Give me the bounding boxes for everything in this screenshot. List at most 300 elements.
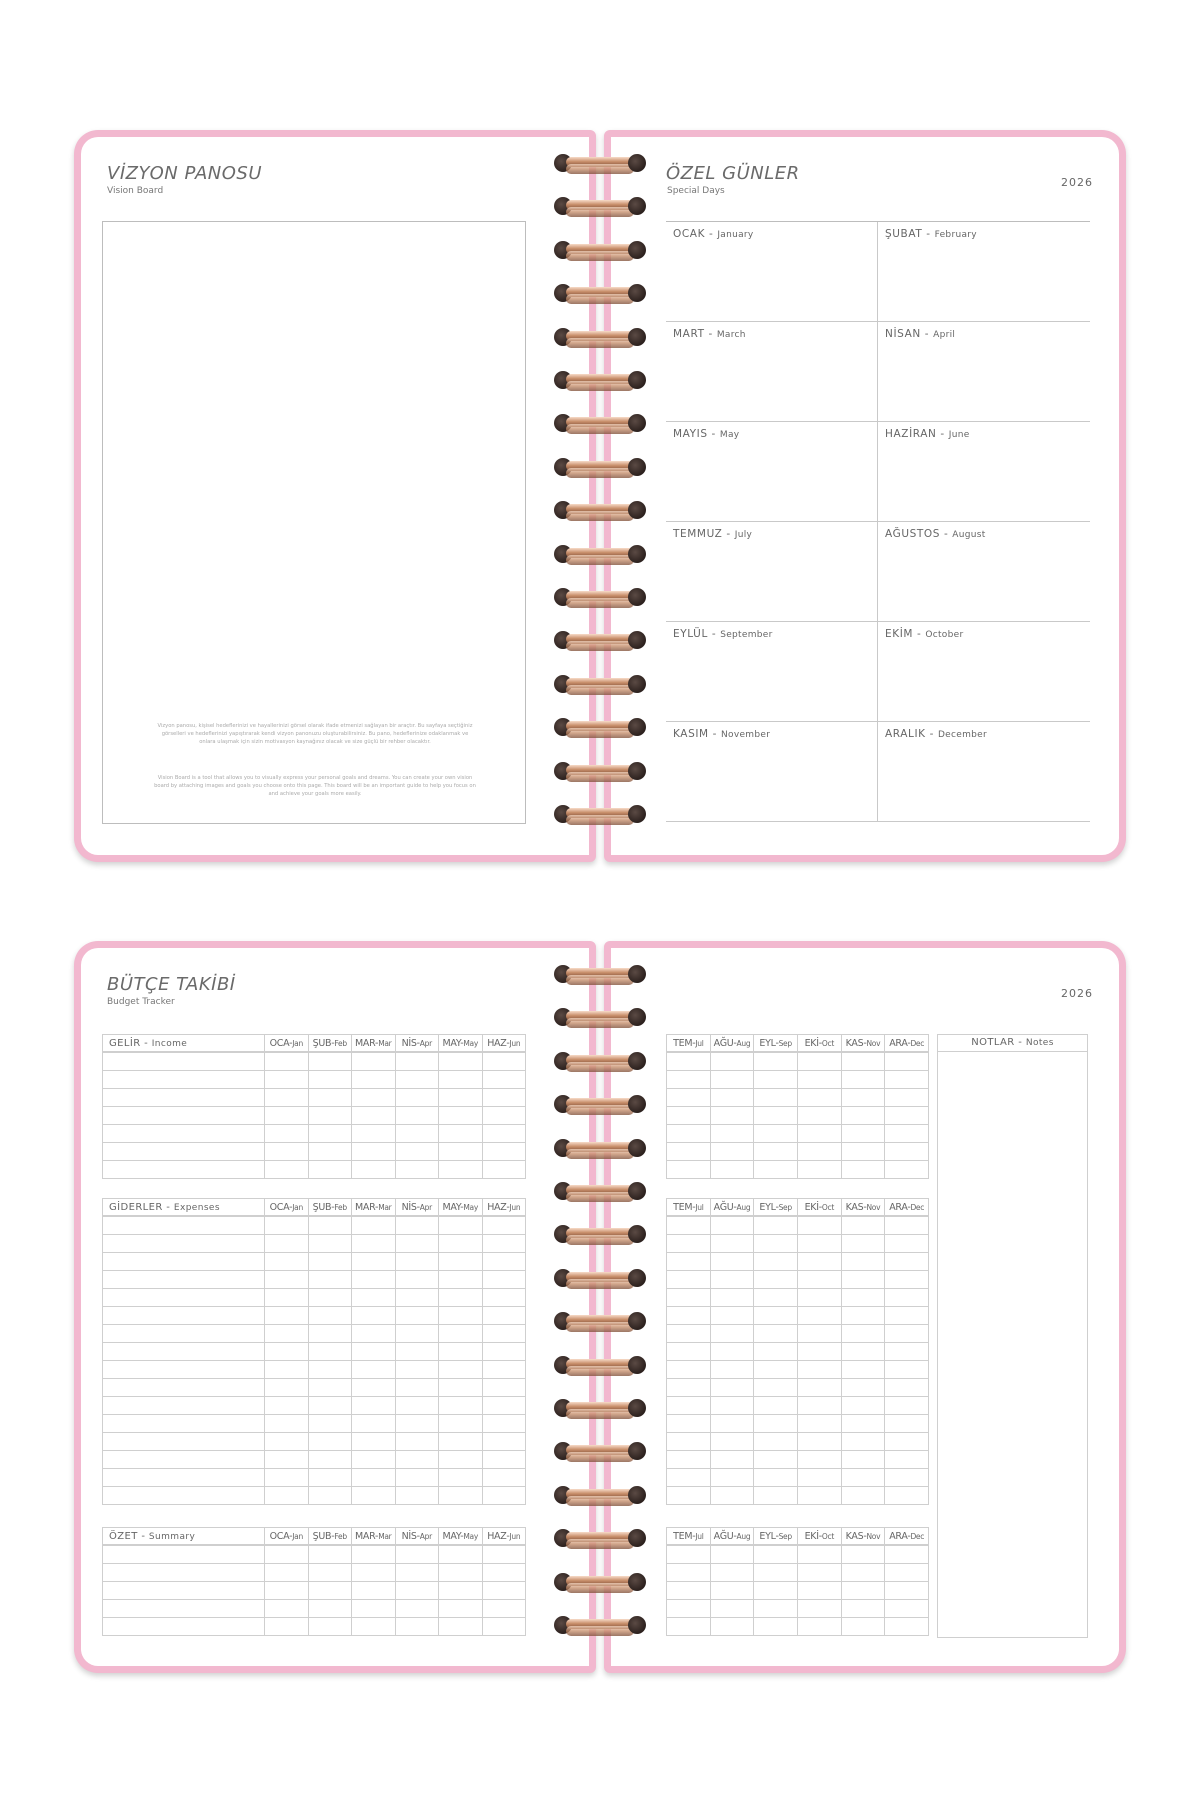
entry-cell[interactable] xyxy=(841,1289,885,1307)
entry-cell[interactable] xyxy=(797,1469,841,1487)
entry-cell[interactable] xyxy=(667,1289,711,1307)
entry-cell[interactable] xyxy=(265,1487,309,1505)
entry-cell[interactable] xyxy=(710,1546,754,1564)
entry-cell[interactable] xyxy=(352,1289,396,1307)
entry-cell[interactable] xyxy=(439,1487,483,1505)
entry-cell[interactable] xyxy=(754,1433,798,1451)
entry-cell[interactable] xyxy=(754,1143,798,1161)
entry-cell[interactable] xyxy=(667,1433,711,1451)
entry-cell[interactable] xyxy=(103,1618,265,1636)
entry-cell[interactable] xyxy=(308,1600,352,1618)
entry-cell[interactable] xyxy=(710,1143,754,1161)
entry-cell[interactable] xyxy=(439,1379,483,1397)
entry-cell[interactable] xyxy=(885,1325,929,1343)
entry-cell[interactable] xyxy=(439,1053,483,1071)
entry-cell[interactable] xyxy=(103,1161,265,1179)
entry-cell[interactable] xyxy=(841,1564,885,1582)
entry-cell[interactable] xyxy=(352,1161,396,1179)
entry-cell[interactable] xyxy=(885,1546,929,1564)
entry-cell[interactable] xyxy=(439,1071,483,1089)
entry-cell[interactable] xyxy=(103,1053,265,1071)
entry-cell[interactable] xyxy=(103,1071,265,1089)
entry-cell[interactable] xyxy=(103,1107,265,1125)
entry-cell[interactable] xyxy=(395,1271,439,1289)
entry-cell[interactable] xyxy=(754,1071,798,1089)
entry-cell[interactable] xyxy=(439,1125,483,1143)
entry-cell[interactable] xyxy=(265,1253,309,1271)
entry-cell[interactable] xyxy=(103,1451,265,1469)
entry-cell[interactable] xyxy=(103,1600,265,1618)
entry-cell[interactable] xyxy=(841,1451,885,1469)
entry-cell[interactable] xyxy=(439,1143,483,1161)
entry-cell[interactable] xyxy=(667,1379,711,1397)
entry-cell[interactable] xyxy=(885,1415,929,1433)
entry-cell[interactable] xyxy=(841,1053,885,1071)
entry-cell[interactable] xyxy=(482,1307,526,1325)
entry-cell[interactable] xyxy=(482,1089,526,1107)
month-cell-july[interactable]: TEMMUZ - July xyxy=(666,522,878,621)
entry-cell[interactable] xyxy=(265,1143,309,1161)
entry-cell[interactable] xyxy=(754,1235,798,1253)
entry-cell[interactable] xyxy=(841,1469,885,1487)
entry-cell[interactable] xyxy=(308,1469,352,1487)
entry-cell[interactable] xyxy=(754,1415,798,1433)
entry-cell[interactable] xyxy=(754,1307,798,1325)
entry-cell[interactable] xyxy=(841,1071,885,1089)
entry-cell[interactable] xyxy=(841,1343,885,1361)
entry-cell[interactable] xyxy=(841,1217,885,1235)
entry-cell[interactable] xyxy=(667,1415,711,1433)
entry-cell[interactable] xyxy=(395,1289,439,1307)
entry-cell[interactable] xyxy=(439,1600,483,1618)
entry-cell[interactable] xyxy=(103,1143,265,1161)
entry-cell[interactable] xyxy=(754,1397,798,1415)
entry-cell[interactable] xyxy=(754,1217,798,1235)
entry-cell[interactable] xyxy=(885,1361,929,1379)
entry-cell[interactable] xyxy=(885,1071,929,1089)
entry-cell[interactable] xyxy=(308,1415,352,1433)
entry-cell[interactable] xyxy=(395,1487,439,1505)
entry-cell[interactable] xyxy=(797,1600,841,1618)
entry-cell[interactable] xyxy=(395,1451,439,1469)
entry-cell[interactable] xyxy=(395,1307,439,1325)
entry-cell[interactable] xyxy=(265,1325,309,1343)
entry-cell[interactable] xyxy=(885,1343,929,1361)
entry-cell[interactable] xyxy=(710,1415,754,1433)
notes-box[interactable] xyxy=(937,1034,1088,1638)
entry-cell[interactable] xyxy=(265,1379,309,1397)
entry-cell[interactable] xyxy=(482,1564,526,1582)
entry-cell[interactable] xyxy=(439,1217,483,1235)
entry-cell[interactable] xyxy=(667,1546,711,1564)
entry-cell[interactable] xyxy=(265,1415,309,1433)
entry-cell[interactable] xyxy=(308,1361,352,1379)
entry-cell[interactable] xyxy=(754,1253,798,1271)
entry-cell[interactable] xyxy=(797,1325,841,1343)
entry-cell[interactable] xyxy=(841,1307,885,1325)
entry-cell[interactable] xyxy=(841,1325,885,1343)
month-cell-november[interactable]: KASIM - November xyxy=(666,722,878,821)
entry-cell[interactable] xyxy=(352,1546,396,1564)
entry-cell[interactable] xyxy=(482,1582,526,1600)
entry-cell[interactable] xyxy=(754,1361,798,1379)
entry-cell[interactable] xyxy=(797,1433,841,1451)
entry-cell[interactable] xyxy=(395,1107,439,1125)
entry-cell[interactable] xyxy=(439,1397,483,1415)
entry-cell[interactable] xyxy=(439,1161,483,1179)
entry-cell[interactable] xyxy=(797,1343,841,1361)
entry-cell[interactable] xyxy=(667,1143,711,1161)
entry-cell[interactable] xyxy=(710,1161,754,1179)
entry-cell[interactable] xyxy=(797,1089,841,1107)
entry-cell[interactable] xyxy=(710,1451,754,1469)
entry-cell[interactable] xyxy=(308,1433,352,1451)
entry-cell[interactable] xyxy=(885,1089,929,1107)
month-cell-april[interactable]: NİSAN - April xyxy=(885,328,956,340)
entry-cell[interactable] xyxy=(395,1235,439,1253)
entry-cell[interactable] xyxy=(308,1379,352,1397)
entry-cell[interactable] xyxy=(482,1546,526,1564)
entry-cell[interactable] xyxy=(439,1618,483,1636)
month-cell-march[interactable]: MART - March xyxy=(666,322,878,421)
entry-cell[interactable] xyxy=(667,1325,711,1343)
entry-cell[interactable] xyxy=(797,1582,841,1600)
entry-cell[interactable] xyxy=(308,1582,352,1600)
entry-cell[interactable] xyxy=(395,1564,439,1582)
entry-cell[interactable] xyxy=(439,1289,483,1307)
entry-cell[interactable] xyxy=(710,1564,754,1582)
entry-cell[interactable] xyxy=(710,1125,754,1143)
entry-cell[interactable] xyxy=(710,1217,754,1235)
month-cell-august[interactable]: AĞUSTOS - August xyxy=(885,528,986,540)
month-cell-january[interactable]: OCAK - January xyxy=(666,222,878,321)
entry-cell[interactable] xyxy=(308,1618,352,1636)
entry-cell[interactable] xyxy=(395,1546,439,1564)
entry-cell[interactable] xyxy=(667,1307,711,1325)
entry-cell[interactable] xyxy=(754,1289,798,1307)
entry-cell[interactable] xyxy=(482,1379,526,1397)
entry-cell[interactable] xyxy=(103,1564,265,1582)
entry-cell[interactable] xyxy=(308,1343,352,1361)
entry-cell[interactable] xyxy=(710,1600,754,1618)
entry-cell[interactable] xyxy=(352,1217,396,1235)
entry-cell[interactable] xyxy=(885,1307,929,1325)
entry-cell[interactable] xyxy=(482,1217,526,1235)
entry-cell[interactable] xyxy=(308,1289,352,1307)
month-cell-december[interactable]: ARALIK - December xyxy=(885,728,988,740)
entry-cell[interactable] xyxy=(395,1089,439,1107)
entry-cell[interactable] xyxy=(482,1271,526,1289)
entry-cell[interactable] xyxy=(710,1307,754,1325)
entry-cell[interactable] xyxy=(482,1161,526,1179)
entry-cell[interactable] xyxy=(667,1451,711,1469)
entry-cell[interactable] xyxy=(797,1143,841,1161)
entry-cell[interactable] xyxy=(667,1161,711,1179)
entry-cell[interactable] xyxy=(482,1469,526,1487)
entry-cell[interactable] xyxy=(841,1600,885,1618)
entry-cell[interactable] xyxy=(395,1469,439,1487)
entry-cell[interactable] xyxy=(395,1071,439,1089)
entry-cell[interactable] xyxy=(710,1289,754,1307)
entry-cell[interactable] xyxy=(797,1271,841,1289)
entry-cell[interactable] xyxy=(710,1325,754,1343)
entry-cell[interactable] xyxy=(754,1125,798,1143)
entry-cell[interactable] xyxy=(439,1253,483,1271)
entry-cell[interactable] xyxy=(395,1618,439,1636)
entry-cell[interactable] xyxy=(265,1217,309,1235)
entry-cell[interactable] xyxy=(265,1618,309,1636)
entry-cell[interactable] xyxy=(482,1343,526,1361)
entry-cell[interactable] xyxy=(308,1107,352,1125)
entry-cell[interactable] xyxy=(797,1053,841,1071)
entry-cell[interactable] xyxy=(754,1343,798,1361)
entry-cell[interactable] xyxy=(797,1161,841,1179)
entry-cell[interactable] xyxy=(439,1361,483,1379)
entry-cell[interactable] xyxy=(710,1582,754,1600)
entry-cell[interactable] xyxy=(482,1415,526,1433)
entry-cell[interactable] xyxy=(754,1107,798,1125)
entry-cell[interactable] xyxy=(667,1564,711,1582)
entry-cell[interactable] xyxy=(439,1546,483,1564)
entry-cell[interactable] xyxy=(841,1582,885,1600)
month-cell-february[interactable]: ŞUBAT - February xyxy=(885,228,977,240)
entry-cell[interactable] xyxy=(797,1451,841,1469)
entry-cell[interactable] xyxy=(667,1271,711,1289)
entry-cell[interactable] xyxy=(667,1582,711,1600)
entry-cell[interactable] xyxy=(667,1397,711,1415)
entry-cell[interactable] xyxy=(710,1235,754,1253)
entry-cell[interactable] xyxy=(482,1143,526,1161)
entry-cell[interactable] xyxy=(439,1307,483,1325)
vision-board-area[interactable] xyxy=(102,221,526,824)
entry-cell[interactable] xyxy=(797,1397,841,1415)
entry-cell[interactable] xyxy=(797,1379,841,1397)
entry-cell[interactable] xyxy=(482,1071,526,1089)
entry-cell[interactable] xyxy=(841,1161,885,1179)
entry-cell[interactable] xyxy=(885,1271,929,1289)
entry-cell[interactable] xyxy=(710,1487,754,1505)
entry-cell[interactable] xyxy=(352,1325,396,1343)
entry-cell[interactable] xyxy=(482,1361,526,1379)
entry-cell[interactable] xyxy=(439,1564,483,1582)
entry-cell[interactable] xyxy=(439,1433,483,1451)
entry-cell[interactable] xyxy=(667,1600,711,1618)
entry-cell[interactable] xyxy=(352,1053,396,1071)
entry-cell[interactable] xyxy=(308,1307,352,1325)
entry-cell[interactable] xyxy=(352,1253,396,1271)
entry-cell[interactable] xyxy=(710,1618,754,1636)
entry-cell[interactable] xyxy=(439,1325,483,1343)
entry-cell[interactable] xyxy=(841,1361,885,1379)
entry-cell[interactable] xyxy=(308,1217,352,1235)
entry-cell[interactable] xyxy=(439,1107,483,1125)
entry-cell[interactable] xyxy=(395,1600,439,1618)
entry-cell[interactable] xyxy=(103,1397,265,1415)
entry-cell[interactable] xyxy=(667,1053,711,1071)
entry-cell[interactable] xyxy=(103,1361,265,1379)
entry-cell[interactable] xyxy=(308,1546,352,1564)
entry-cell[interactable] xyxy=(710,1107,754,1125)
entry-cell[interactable] xyxy=(797,1125,841,1143)
entry-cell[interactable] xyxy=(439,1582,483,1600)
entry-cell[interactable] xyxy=(482,1107,526,1125)
entry-cell[interactable] xyxy=(265,1271,309,1289)
entry-cell[interactable] xyxy=(797,1217,841,1235)
entry-cell[interactable] xyxy=(841,1253,885,1271)
entry-cell[interactable] xyxy=(710,1361,754,1379)
entry-cell[interactable] xyxy=(885,1487,929,1505)
entry-cell[interactable] xyxy=(439,1343,483,1361)
entry-cell[interactable] xyxy=(797,1618,841,1636)
entry-cell[interactable] xyxy=(352,1235,396,1253)
entry-cell[interactable] xyxy=(667,1343,711,1361)
entry-cell[interactable] xyxy=(667,1217,711,1235)
entry-cell[interactable] xyxy=(797,1289,841,1307)
month-cell-october[interactable]: EKİM - October xyxy=(885,628,964,640)
month-cell-may[interactable]: MAYIS - May xyxy=(666,422,878,521)
entry-cell[interactable] xyxy=(797,1071,841,1089)
entry-cell[interactable] xyxy=(482,1600,526,1618)
entry-cell[interactable] xyxy=(352,1564,396,1582)
entry-cell[interactable] xyxy=(439,1451,483,1469)
entry-cell[interactable] xyxy=(841,1397,885,1415)
entry-cell[interactable] xyxy=(352,1451,396,1469)
entry-cell[interactable] xyxy=(841,1618,885,1636)
entry-cell[interactable] xyxy=(797,1253,841,1271)
entry-cell[interactable] xyxy=(482,1125,526,1143)
entry-cell[interactable] xyxy=(352,1600,396,1618)
entry-cell[interactable] xyxy=(103,1235,265,1253)
entry-cell[interactable] xyxy=(885,1451,929,1469)
entry-cell[interactable] xyxy=(667,1469,711,1487)
entry-cell[interactable] xyxy=(352,1487,396,1505)
entry-cell[interactable] xyxy=(352,1433,396,1451)
entry-cell[interactable] xyxy=(308,1487,352,1505)
entry-cell[interactable] xyxy=(103,1343,265,1361)
entry-cell[interactable] xyxy=(754,1053,798,1071)
entry-cell[interactable] xyxy=(103,1469,265,1487)
entry-cell[interactable] xyxy=(265,1053,309,1071)
entry-cell[interactable] xyxy=(352,1307,396,1325)
entry-cell[interactable] xyxy=(439,1089,483,1107)
entry-cell[interactable] xyxy=(885,1469,929,1487)
entry-cell[interactable] xyxy=(885,1379,929,1397)
entry-cell[interactable] xyxy=(352,1343,396,1361)
entry-cell[interactable] xyxy=(265,1433,309,1451)
entry-cell[interactable] xyxy=(308,1325,352,1343)
entry-cell[interactable] xyxy=(885,1143,929,1161)
entry-cell[interactable] xyxy=(797,1361,841,1379)
entry-cell[interactable] xyxy=(265,1107,309,1125)
entry-cell[interactable] xyxy=(395,1582,439,1600)
entry-cell[interactable] xyxy=(754,1161,798,1179)
entry-cell[interactable] xyxy=(395,1361,439,1379)
entry-cell[interactable] xyxy=(797,1564,841,1582)
entry-cell[interactable] xyxy=(885,1161,929,1179)
entry-cell[interactable] xyxy=(308,1071,352,1089)
entry-cell[interactable] xyxy=(308,1271,352,1289)
entry-cell[interactable] xyxy=(308,1564,352,1582)
entry-cell[interactable] xyxy=(841,1089,885,1107)
entry-cell[interactable] xyxy=(754,1564,798,1582)
entry-cell[interactable] xyxy=(667,1487,711,1505)
entry-cell[interactable] xyxy=(841,1433,885,1451)
entry-cell[interactable] xyxy=(885,1053,929,1071)
entry-cell[interactable] xyxy=(797,1307,841,1325)
entry-cell[interactable] xyxy=(667,1107,711,1125)
entry-cell[interactable] xyxy=(482,1289,526,1307)
entry-cell[interactable] xyxy=(352,1089,396,1107)
entry-cell[interactable] xyxy=(710,1271,754,1289)
entry-cell[interactable] xyxy=(395,1143,439,1161)
entry-cell[interactable] xyxy=(885,1433,929,1451)
entry-cell[interactable] xyxy=(308,1089,352,1107)
entry-cell[interactable] xyxy=(265,1235,309,1253)
entry-cell[interactable] xyxy=(395,1397,439,1415)
entry-cell[interactable] xyxy=(885,1125,929,1143)
entry-cell[interactable] xyxy=(667,1253,711,1271)
entry-cell[interactable] xyxy=(439,1415,483,1433)
entry-cell[interactable] xyxy=(754,1600,798,1618)
entry-cell[interactable] xyxy=(885,1564,929,1582)
entry-cell[interactable] xyxy=(482,1053,526,1071)
entry-cell[interactable] xyxy=(754,1582,798,1600)
entry-cell[interactable] xyxy=(885,1618,929,1636)
entry-cell[interactable] xyxy=(710,1469,754,1487)
entry-cell[interactable] xyxy=(352,1125,396,1143)
entry-cell[interactable] xyxy=(265,1289,309,1307)
entry-cell[interactable] xyxy=(841,1487,885,1505)
entry-cell[interactable] xyxy=(710,1343,754,1361)
entry-cell[interactable] xyxy=(754,1271,798,1289)
entry-cell[interactable] xyxy=(482,1325,526,1343)
entry-cell[interactable] xyxy=(841,1143,885,1161)
entry-cell[interactable] xyxy=(103,1089,265,1107)
entry-cell[interactable] xyxy=(797,1107,841,1125)
entry-cell[interactable] xyxy=(667,1235,711,1253)
entry-cell[interactable] xyxy=(265,1089,309,1107)
entry-cell[interactable] xyxy=(482,1487,526,1505)
entry-cell[interactable] xyxy=(667,1618,711,1636)
entry-cell[interactable] xyxy=(754,1618,798,1636)
entry-cell[interactable] xyxy=(841,1379,885,1397)
entry-cell[interactable] xyxy=(352,1415,396,1433)
entry-cell[interactable] xyxy=(308,1053,352,1071)
entry-cell[interactable] xyxy=(265,1451,309,1469)
entry-cell[interactable] xyxy=(482,1451,526,1469)
entry-cell[interactable] xyxy=(841,1107,885,1125)
entry-cell[interactable] xyxy=(710,1053,754,1071)
entry-cell[interactable] xyxy=(754,1487,798,1505)
entry-cell[interactable] xyxy=(308,1161,352,1179)
month-cell-june[interactable]: HAZİRAN - June xyxy=(885,428,970,440)
entry-cell[interactable] xyxy=(754,1451,798,1469)
entry-cell[interactable] xyxy=(482,1397,526,1415)
entry-cell[interactable] xyxy=(352,1271,396,1289)
entry-cell[interactable] xyxy=(265,1469,309,1487)
entry-cell[interactable] xyxy=(265,1600,309,1618)
entry-cell[interactable] xyxy=(103,1546,265,1564)
entry-cell[interactable] xyxy=(439,1469,483,1487)
entry-cell[interactable] xyxy=(754,1089,798,1107)
entry-cell[interactable] xyxy=(103,1289,265,1307)
entry-cell[interactable] xyxy=(352,1107,396,1125)
entry-cell[interactable] xyxy=(265,1343,309,1361)
entry-cell[interactable] xyxy=(885,1289,929,1307)
entry-cell[interactable] xyxy=(103,1271,265,1289)
entry-cell[interactable] xyxy=(710,1253,754,1271)
month-cell-september[interactable]: EYLÜL - September xyxy=(666,622,878,721)
